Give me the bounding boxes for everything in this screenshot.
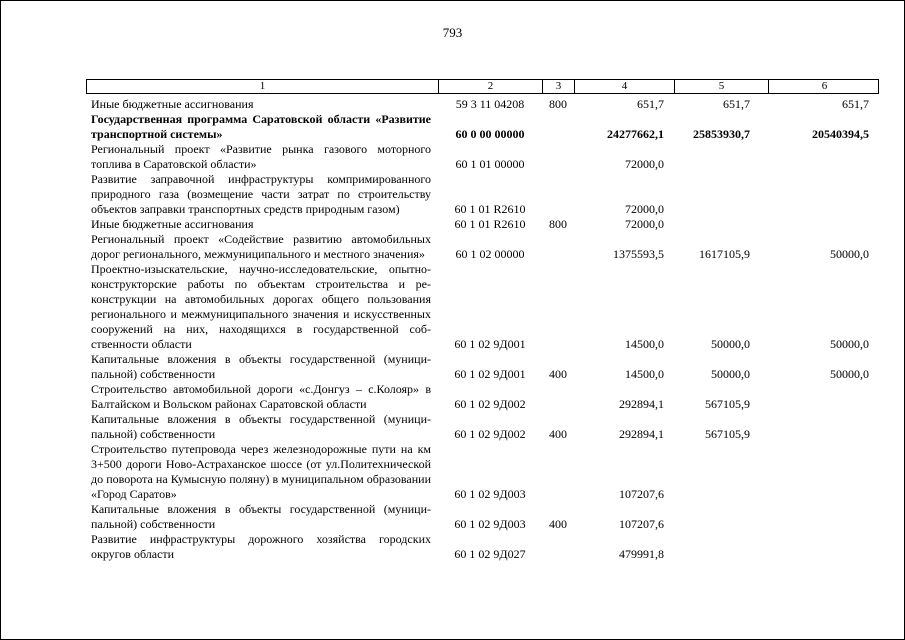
cell-amount-col5: 567105,9: [705, 397, 750, 411]
table-row: [86, 142, 879, 172]
cell-amount-col4: 651,7: [637, 97, 664, 111]
cell-name: Капитальные вложения в объекты государственной (муниципальной) собственности: [91, 412, 431, 441]
cell-classification-code: 60 1 02 00000: [455, 247, 525, 261]
cell-amount-col4: 14500,0: [625, 367, 664, 381]
cell-amount-col6: 50000,0: [830, 337, 869, 351]
cell-amount-col4: 72000,0: [625, 202, 664, 216]
table-row: [86, 412, 879, 442]
cell-classification-code: 60 1 02 9Д003: [454, 487, 526, 501]
header-cell-3: 3: [543, 80, 575, 93]
header-cell-1: 1: [87, 80, 439, 93]
cell-classification-code: 60 1 02 9Д003: [454, 517, 526, 531]
cell-name: Иные бюджетные ассигнования: [91, 97, 254, 111]
cell-amount-col4: 1375593,5: [613, 247, 664, 261]
header-cell-4: 4: [575, 80, 675, 93]
cell-name: Строительство путепровода через железнодорожные пути на км 3+500 дороги Ново-Астраханское шоссе (от ул.Политехнической до поворота на Кумысную поляну) в муниципальном образовании «Город Саратов»: [91, 442, 431, 501]
cell-amount-col4: 292894,1: [619, 397, 664, 411]
cell-amount-col6: 50000,0: [830, 367, 869, 381]
table-row: [86, 172, 879, 217]
header-cell-5: 5: [675, 80, 769, 93]
cell-classification-code: 60 1 02 9Д001: [454, 337, 526, 351]
table-row: [86, 532, 879, 562]
cell-expense-type-code: 400: [549, 517, 567, 531]
cell-expense-type-code: 400: [549, 427, 567, 441]
table-row: [86, 112, 879, 142]
cell-amount-col4: 72000,0: [625, 157, 664, 171]
table-row: [86, 382, 879, 412]
cell-name: Строительство автомобильной дороги «с.Донгуз – с.Колояр» в Балтайском и Вольском районах Саратовской области: [91, 382, 431, 411]
cell-amount-col5: 50000,0: [711, 337, 750, 351]
cell-amount-col5: 651,7: [723, 97, 750, 111]
cell-amount-col5: 25853930,7: [693, 127, 750, 141]
cell-name: Развитие заправочной инфраструктуры компримированного природного газа (возмещение части затрат по строительству объектов заправки транспортных средств природным газом): [91, 172, 431, 216]
cell-name: Иные бюджетные ассигнования: [91, 217, 254, 231]
cell-amount-col4: 107207,6: [619, 487, 664, 501]
table-row: [86, 442, 879, 502]
budget-table: [86, 79, 879, 562]
table-row: [86, 217, 879, 232]
table-row: [86, 97, 879, 112]
cell-amount-col4: 107207,6: [619, 517, 664, 531]
cell-classification-code: 60 1 02 9Д002: [454, 427, 526, 441]
cell-name: Государственная программа Саратовской области «Развитие транспортной системы»: [91, 112, 431, 141]
cell-amount-col4: 72000,0: [625, 217, 664, 231]
table-row: [86, 262, 879, 352]
cell-classification-code: 60 1 02 9Д027: [454, 547, 526, 561]
table-row: [86, 352, 879, 382]
cell-amount-col5: 50000,0: [711, 367, 750, 381]
cell-amount-col4: 292894,1: [619, 427, 664, 441]
cell-amount-col5: 567105,9: [705, 427, 750, 441]
cell-classification-code: 60 1 01 R2610: [454, 202, 526, 216]
cell-classification-code: 60 0 00 00000: [455, 127, 525, 141]
cell-expense-type-code: 800: [549, 97, 567, 111]
cell-name: Капитальные вложения в объекты государственной (муниципальной) собственности: [91, 352, 431, 381]
table-row: [86, 232, 879, 262]
cell-name: Проектно-изыскательские, научно-исследовательские, опытно-конструкторские работы по объектам строительства и реконструкции на автомобильных дорогах общего пользования регионального и межмуниципального значения и искусственных сооружений на них, находящихся в государственной собственности области: [91, 262, 431, 351]
cell-name: Капитальные вложения в объекты государственной (муниципальной) собственности: [91, 502, 431, 531]
table-header-row: [86, 79, 879, 94]
cell-amount-col4: 14500,0: [625, 337, 664, 351]
cell-name: Региональный проект «Содействие развитию автомобильных дорог регионального, межмуниципального и местного значения»: [91, 232, 431, 261]
cell-amount-col6: 651,7: [842, 97, 869, 111]
cell-classification-code: 60 1 01 00000: [455, 157, 525, 171]
cell-amount-col5: 1617105,9: [699, 247, 750, 261]
cell-classification-code: 60 1 02 9Д002: [454, 397, 526, 411]
cell-classification-code: 59 3 11 04208: [455, 97, 525, 111]
cell-expense-type-code: 400: [549, 367, 567, 381]
header-cell-6: 6: [821, 80, 828, 92]
cell-classification-code: 60 1 01 R2610: [454, 217, 526, 231]
cell-name: Развитие инфраструктуры дорожного хозяйства городских округов области: [91, 532, 431, 561]
cell-classification-code: 60 1 02 9Д001: [454, 367, 526, 381]
cell-amount-col6: 50000,0: [830, 247, 869, 261]
cell-expense-type-code: 800: [549, 217, 567, 231]
table-row: [86, 502, 879, 532]
table-body: [86, 94, 879, 562]
header-cell-2: 2: [439, 80, 543, 93]
page-number: 793: [442, 25, 463, 40]
cell-name: Региональный проект «Развитие рынка газового моторного топлива в Саратовской области»: [91, 142, 431, 171]
cell-amount-col4: 479991,8: [619, 547, 664, 561]
cell-amount-col6: 20540394,5: [812, 127, 869, 141]
cell-amount-col4: 24277662,1: [607, 127, 664, 141]
